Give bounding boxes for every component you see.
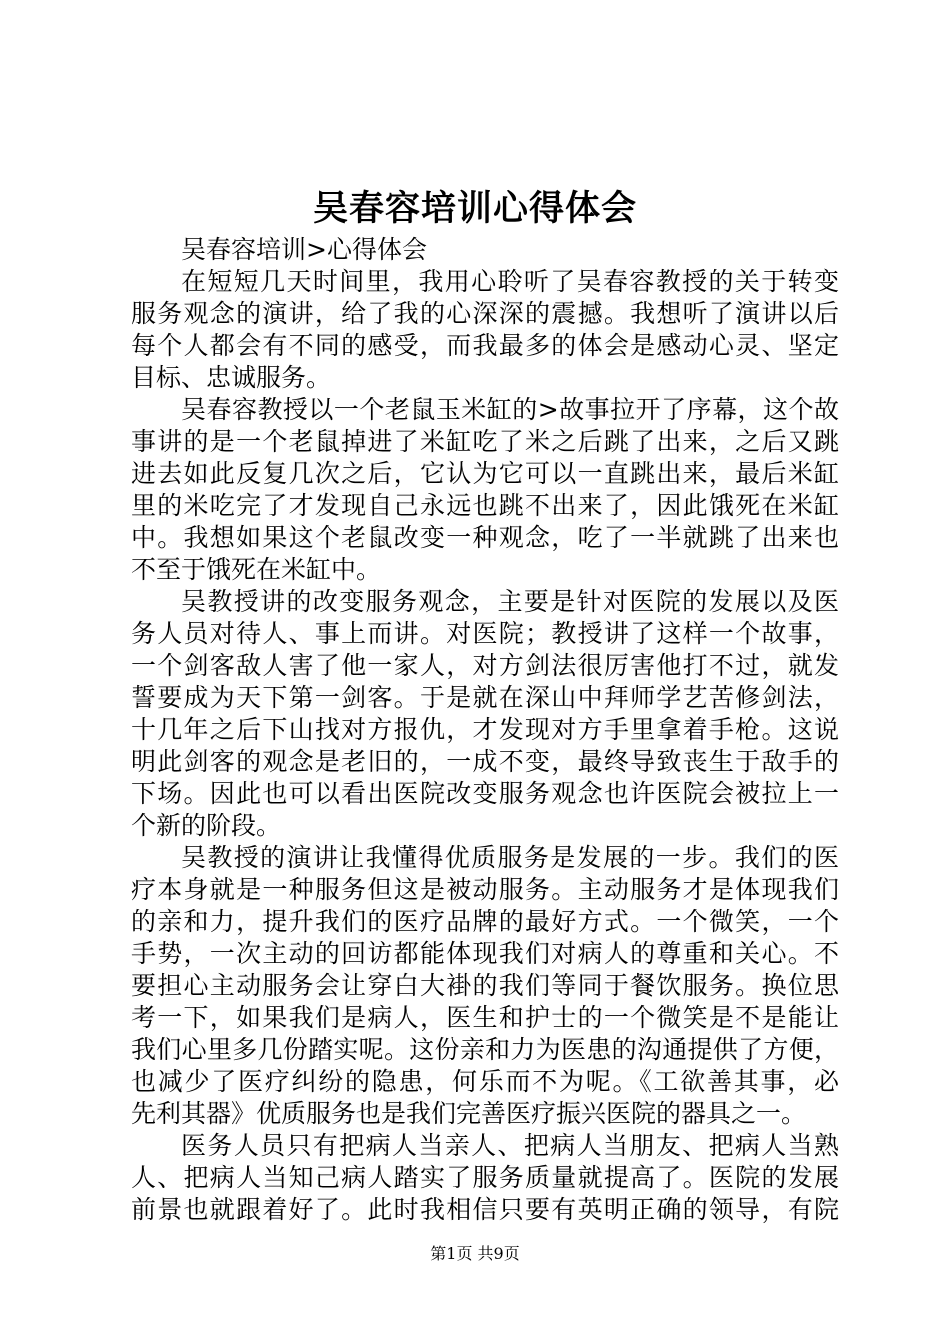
page-footer: 第1页 共9页 xyxy=(430,1244,520,1263)
text-line: 医务人员只有把病人当亲人、把病人当朋友、把病人当熟 xyxy=(181,1131,839,1160)
text-line: 十几年之后下山找对方报仇，才发现对方手里拿着手枪。这说 xyxy=(131,715,839,744)
text-line: 疗本身就是一种服务但这是被动服务。主动服务才是体现我们 xyxy=(131,875,839,904)
text-line: 吴春容教授以一个老鼠玉米缸的>故事拉开了序幕，这个故 xyxy=(181,395,839,424)
text-line: 明此剑客的观念是老旧的，一成不变，最终导致丧生于敌手的 xyxy=(131,747,839,776)
text-line: 个新的阶段。 xyxy=(131,811,282,840)
text-line: 事讲的是一个老鼠掉进了米缸吃了米之后跳了出来，之后又跳 xyxy=(131,427,839,456)
text-line: 在短短几天时间里，我用心聆听了吴春容教授的关于转变 xyxy=(181,267,839,296)
text-line: 下场。因此也可以看出医院改变服务观念也许医院会被拉上一 xyxy=(131,779,839,808)
text-line: 前景也就跟着好了。此时我相信只要有英明正确的领导，有院 xyxy=(131,1195,839,1224)
text-line: 要担心主动服务会让穿白大褂的我们等同于餐饮服务。换位思 xyxy=(131,971,839,1000)
text-line: 中。我想如果这个老鼠改变一种观念，吃了一半就跳了出来也 xyxy=(131,523,839,552)
text-line: 也减少了医疗纠纷的隐患，何乐而不为呢。《工欲善其事，必 xyxy=(131,1067,839,1096)
document-body xyxy=(131,234,839,1226)
text-line: 里的米吃完了才发现自己永远也跳不出来了，因此饿死在米缸 xyxy=(131,491,839,520)
text-line: 先利其器》优质服务也是我们完善医疗振兴医院的器具之一。 xyxy=(131,1099,807,1128)
text-line: 务人员对待人、事上而讲。对医院；教授讲了这样一个故事， xyxy=(131,619,839,648)
text-line: 不至于饿死在米缸中。 xyxy=(131,555,382,584)
text-line: 吴教授的演讲让我懂得优质服务是发展的一步。我们的医 xyxy=(181,843,839,872)
text-line: 吴春容培训>心得体会 xyxy=(181,235,427,264)
text-line: 的亲和力，提升我们的医疗品牌的最好方式。一个微笑，一个 xyxy=(131,907,839,936)
text-line: 每个人都会有不同的感受，而我最多的体会是感动心灵、坚定 xyxy=(131,331,839,360)
text-line: 人、把病人当知己病人踏实了服务质量就提高了。医院的发展 xyxy=(131,1163,839,1192)
text-line: 考一下，如果我们是病人，医生和护士的一个微笑是不是能让 xyxy=(131,1003,839,1032)
text-line: 服务观念的演讲，给了我的心深深的震撼。我想听了演讲以后 xyxy=(131,299,839,328)
text-line: 誓要成为天下第一剑客。于是就在深山中拜师学艺苦修剑法， xyxy=(131,683,839,712)
text-line: 一个剑客敌人害了他一家人，对方剑法很厉害他打不过，就发 xyxy=(131,651,839,680)
text-line: 吴教授讲的改变服务观念，主要是针对医院的发展以及医 xyxy=(181,587,839,616)
document-title: 吴春容培训心得体会 xyxy=(312,188,637,229)
text-line: 手势，一次主动的回访都能体现我们对病人的尊重和关心。不 xyxy=(131,939,839,968)
text-line: 进去如此反复几次之后，它认为它可以一直跳出来，最后米缸 xyxy=(131,459,839,488)
text-line: 我们心里多几份踏实呢。这份亲和力为医患的沟通提供了方便， xyxy=(131,1035,839,1064)
text-line: 目标、忠诚服务。 xyxy=(131,363,332,392)
